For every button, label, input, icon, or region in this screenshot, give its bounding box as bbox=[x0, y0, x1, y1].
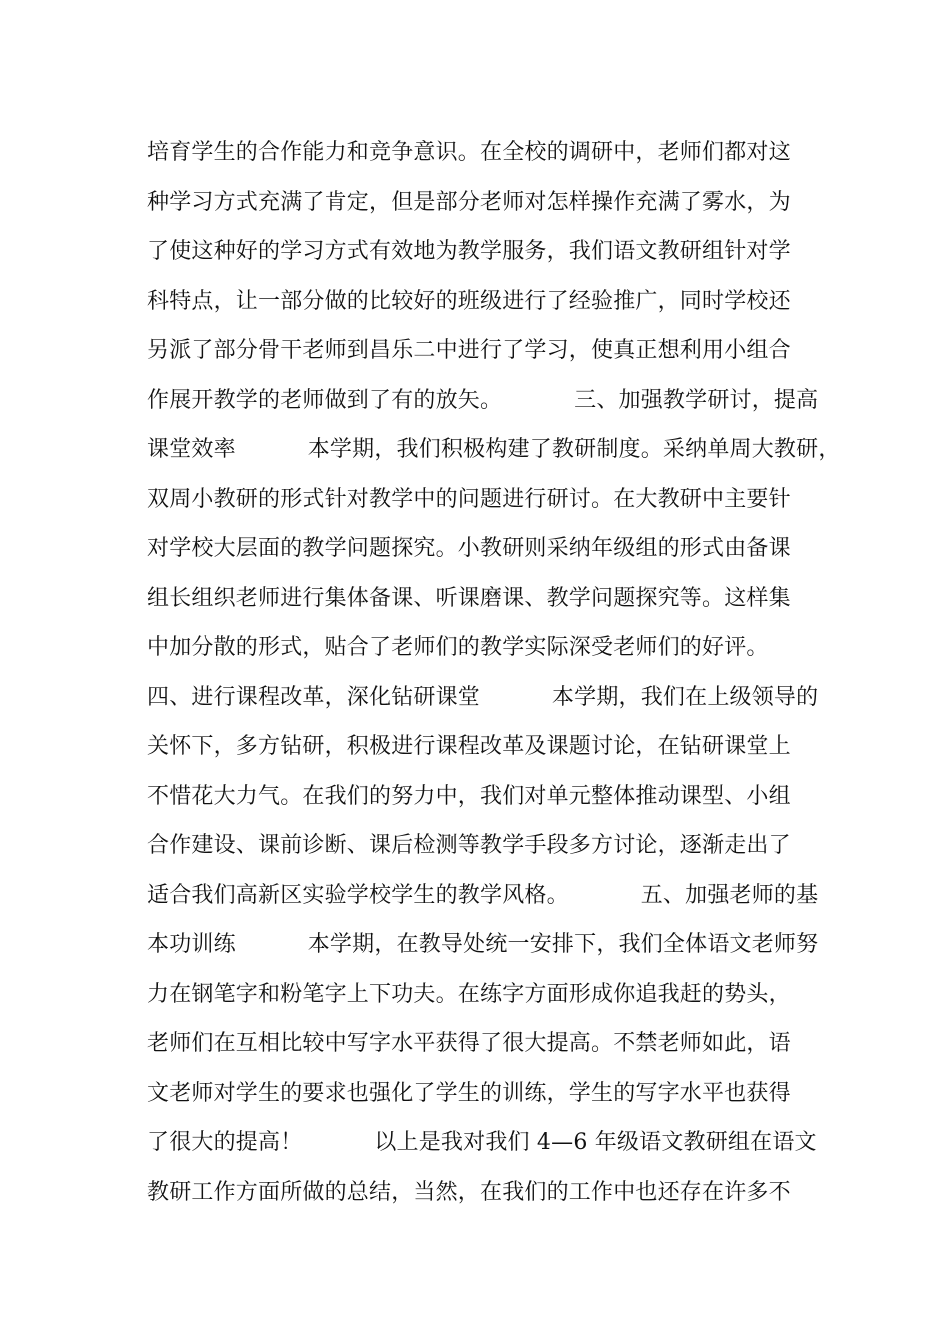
text-line: 另派了部分骨干老师到昌乐二中进行了学习，使真正想利用小组合 bbox=[147, 338, 791, 363]
text-line: 组长组织老师进行集体备课、听课磨课、教学问题探究等。这样集 bbox=[147, 585, 791, 611]
text-line: 了很大的提高！ 以上是我对我们 4—6 年级语文教研组在语文 bbox=[147, 1130, 817, 1155]
text-line: 作展开教学的老师做到了有的放矢。 三、加强教学研讨，提高 bbox=[147, 387, 819, 413]
text-line: 老师们在互相比较中写字水平获得了很大提高。不禁老师如此，语 bbox=[147, 1031, 791, 1056]
text-line: 本功训练 本学期，在教导处统一安排下，我们全体语文老师努 bbox=[147, 932, 819, 957]
text-line: 培育学生的合作能力和竞争意识。在全校的调研中，老师们都对这 bbox=[147, 140, 791, 165]
text-line: 种学习方式充满了肯定，但是部分老师对怎样操作充满了雾水，为 bbox=[147, 189, 791, 215]
text-line: 合作建设、课前诊断、课后检测等教学手段多方讨论，逐渐走出了 bbox=[147, 833, 791, 858]
body-text bbox=[147, 128, 841, 1217]
text-line: 关怀下，多方钻研，积极进行课程改革及课题讨论，在钻研课堂上 bbox=[147, 734, 791, 759]
text-line: 力在钢笔字和粉笔字上下功夫。在练字方面形成你追我赶的势头， bbox=[147, 981, 791, 1007]
text-line: 适合我们高新区实验学校学生的教学风格。 五、加强老师的基 bbox=[147, 882, 819, 908]
text-line: 教研工作方面所做的总结，当然，在我们的工作中也还存在许多不 bbox=[147, 1179, 791, 1205]
text-line: 对学校大层面的教学问题探究。小教研则采纳年级组的形式由备课 bbox=[147, 536, 791, 561]
text-line: 不惜花大力气。在我们的努力中，我们对单元整体推动课型、小组 bbox=[147, 783, 791, 809]
text-line: 双周小教研的形式针对教学中的问题进行研讨。在大教研中主要针 bbox=[147, 486, 791, 512]
text-line: 了使这种好的学习方式有效地为教学服务，我们语文教研组针对学 bbox=[147, 239, 791, 264]
text-line: 课堂效率 本学期，我们积极构建了教研制度。采纳单周大教研， bbox=[147, 437, 841, 462]
text-line: 四、进行课程改革，深化钻研课堂 本学期，我们在上级领导的 bbox=[147, 684, 819, 710]
text-line: 科特点，让一部分做的比较好的班级进行了经验推广，同时学校还 bbox=[147, 288, 791, 314]
text-line: 中加分散的形式，贴合了老师们的教学实际深受老师们的好评。 bbox=[147, 635, 769, 660]
text-line: 文老师对学生的要求也强化了学生的训练，学生的写字水平也获得 bbox=[147, 1080, 791, 1106]
